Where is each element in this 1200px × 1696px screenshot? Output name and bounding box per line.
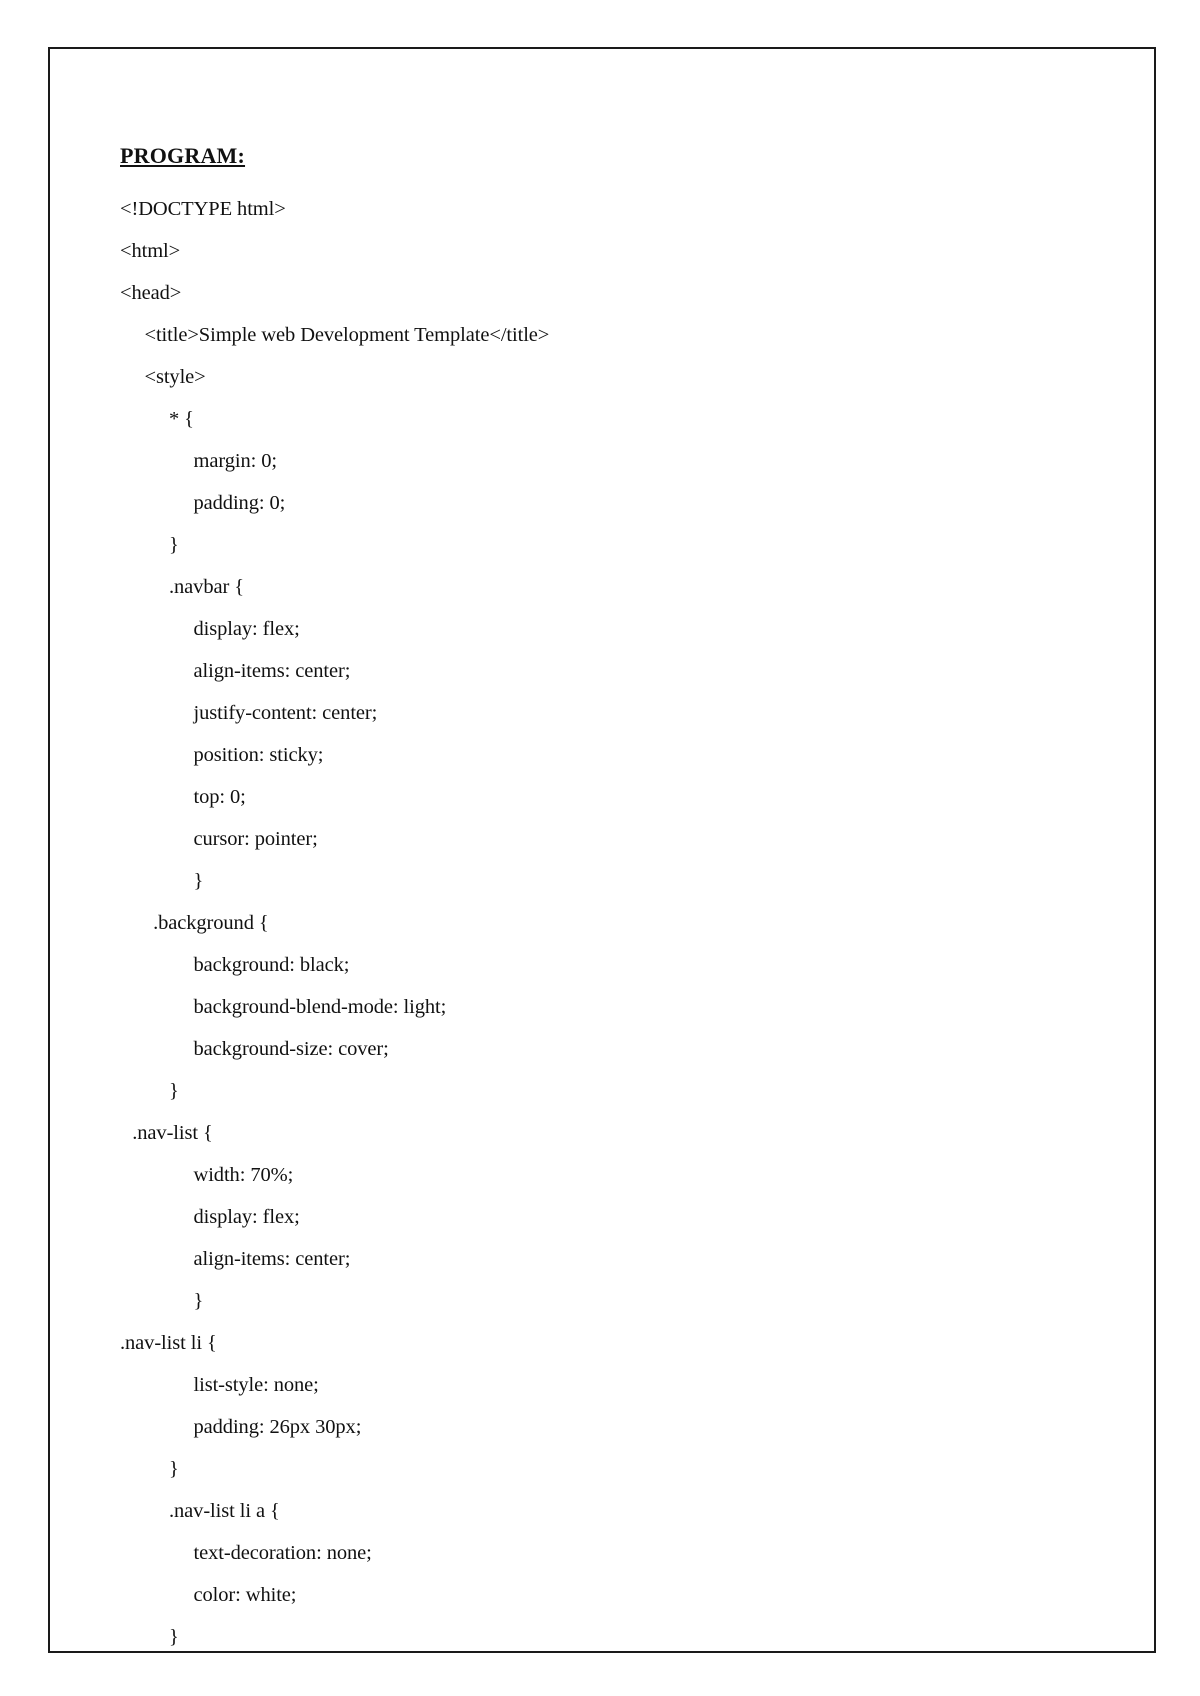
code-line: padding: 0; bbox=[193, 492, 286, 514]
code-line: } bbox=[193, 1290, 204, 1312]
code-line: .background { bbox=[153, 912, 269, 934]
code-line: background-blend-mode: light; bbox=[193, 996, 447, 1018]
code-line: } bbox=[193, 870, 204, 892]
code-line: display: flex; bbox=[193, 1206, 300, 1228]
code-line: list-style: none; bbox=[193, 1374, 319, 1396]
code-line: .nav-list li a { bbox=[169, 1500, 280, 1522]
code-line: .navbar { bbox=[169, 576, 244, 598]
code-line: <head> bbox=[120, 282, 182, 304]
code-line: background: black; bbox=[193, 954, 350, 976]
code-line: margin: 0; bbox=[193, 450, 277, 472]
code-line: display: flex; bbox=[193, 618, 300, 640]
code-line: <html> bbox=[120, 240, 181, 262]
program-heading: PROGRAM: bbox=[120, 143, 246, 168]
code-line: * { bbox=[169, 408, 194, 430]
code-line: <style> bbox=[144, 366, 206, 388]
code-line: width: 70%; bbox=[193, 1164, 294, 1186]
code-line: <!DOCTYPE html> bbox=[120, 198, 286, 220]
code-line: position: sticky; bbox=[193, 744, 324, 766]
code-line: background-size: cover; bbox=[193, 1038, 389, 1060]
code-line: justify-content: center; bbox=[193, 702, 378, 724]
code-line: top: 0; bbox=[193, 786, 246, 808]
code-line: } bbox=[169, 534, 179, 556]
code-line: } bbox=[169, 1080, 179, 1102]
code-line: color: white; bbox=[193, 1584, 297, 1606]
code-line: align-items: center; bbox=[193, 660, 351, 682]
code-line: text-decoration: none; bbox=[193, 1542, 372, 1564]
code-line: padding: 26px 30px; bbox=[193, 1416, 362, 1438]
code-line: <title>Simple web Development Template</title> bbox=[144, 324, 550, 346]
code-line: } bbox=[169, 1626, 179, 1648]
code-line: } bbox=[169, 1458, 179, 1480]
code-line: cursor: pointer; bbox=[193, 828, 318, 850]
code-line: align-items: center; bbox=[193, 1248, 351, 1270]
code-line: .nav-list { bbox=[132, 1122, 213, 1144]
code-line: .nav-list li { bbox=[120, 1332, 217, 1354]
